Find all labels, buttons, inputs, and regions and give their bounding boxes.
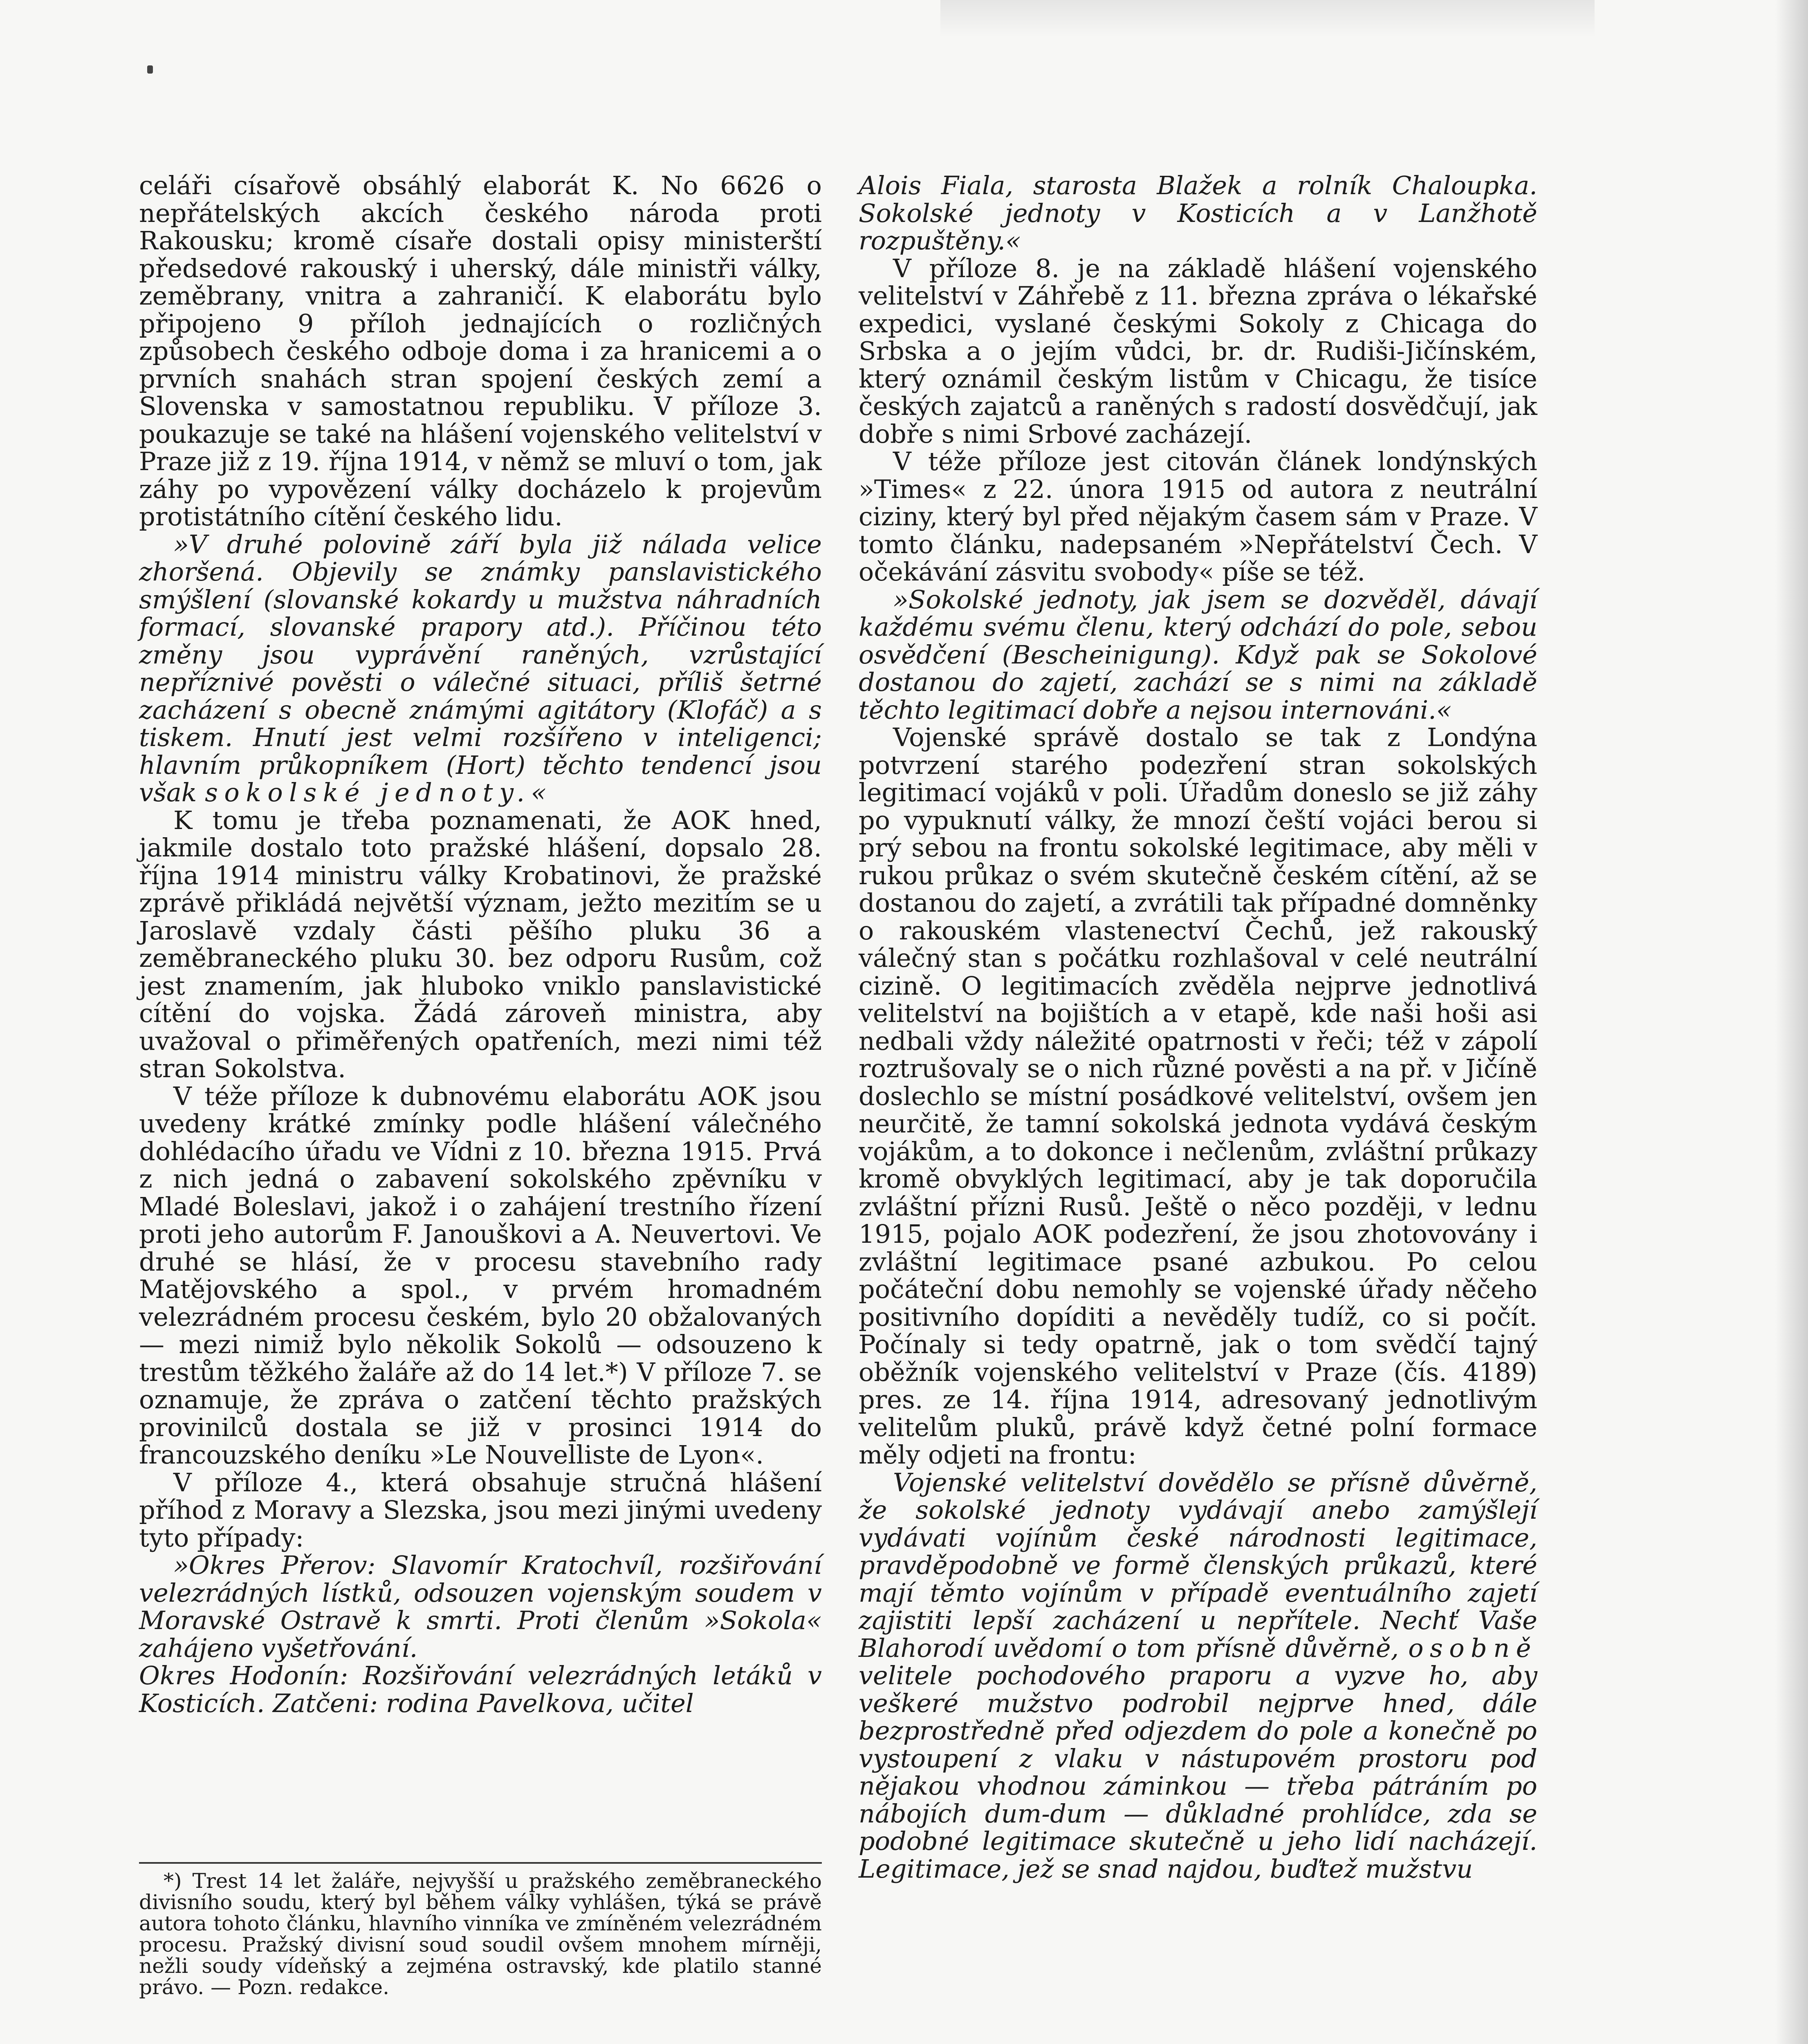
left-column [139,172,822,1717]
paragraph: V téže příloze k dubnovému elaborátu AOK jsou uvedeny krátké zmínky podle hlášení válečného dohlédacího úřadu ve Vídni z 10. března 1915. Prvá z nich jedná o zabavení sokolského zpěvníku v Mladé Boleslavi, jakož i o zahájení trestního řízení proti jeho autorům F. Janouškovi a A. Neuvertovi. Ve druhé se hlásí, že v procesu stavebního rady Matějovského a spol., v prvém hromadném velezrádném procesu českém, bylo 20 obžalovaných — mezi nimiž bylo několik Sokolů — odsouzeno k trestům těžkého žaláře až do 14 let.*) V příloze 7. se oznamuje, že zpráva o zatčení těchto pražských provinilců dostala se již v prosinci 1914 do francouzského deníku »Le Nouvelliste de Lyon«. [139,1081,822,1470]
scan-shadow-top [940,0,1595,37]
paragraph: Vojenské správě dostalo se tak z Londýna potvrzení starého podezření stran sokolských legitimací vojáků v poli. Úřadům doneslo se již záhy po vypuknutí války, že mnozí čeští vojáci berou si prý sebou na frontu sokolské legitimace, aby měli v rukou průkaz o svém skutečně českém cítění, až se dostanou do zajetí, a zvrátili tak případné domněnky o rakouském vlastenectví Čechů, jež rakouský válečný stan s počátku rozhlašoval v celé neutrální cizině. O legitimacích zvěděla nejprve jednotlivá velitelství na bojištích a v etapě, kde naši hoši asi nedbali vždy náležité opatrnosti v řeči; též v zápolí roztrušovaly se o nich různé pověsti a na př. v Jičíně doslechlo se místní posádkové velitelství, ovšem jen neurčitě, že tamní sokolská jednota vydává českým vojákům, a to dokonce i nečlenům, zvláštní průkazy kromě obvyklých legitimací, aby je tak doporučila zvláštní přízni Rusů. Ještě o něco později, v lednu 1915, pojalo AOK podezření, že jsou zhotovovány i zvláštní legitimace psané azbukou. Po celou počáteční dobu nemohly se vojenské úřady něčeho positivního dopíditi a nevěděly tudíž, co si počít. Počínaly si tedy opatrně, jak o tom svědčí tajný oběžník vojenského velitelství v Praze (čís. 4189) pres. ze 14. října 1914, adresovaný jednotlivým velitelům pluků, právě když četné polní formace měly odjeti na frontu: [859,722,1537,1470]
quote-paragraph: Alois Fiala, starosta Blažek a rolník Chaloupka. Sokolské jednoty v Kosticích a v Lanžhotě rozpuštěny.« [859,170,1537,256]
spaced-text: osobně [1408,1633,1537,1663]
quote-paragraph: Okres Hodonín: Rozšiřování velezrádných letáků v Kosticích. Zatčeni: rodina Pavelkova, učitel [139,1661,822,1718]
footnote-text: *) Trest 14 let žaláře, nejvyšší u pražského zeměbraneckého divisního soudu, který byl během války vyhlášen, týká se právě autora tohoto článku, hlavního vinníka ve zmíněném velezrádném procesu. Pražský divisní soud soudil ovšem mnohem mírněji, nežli soudy vídeňský a zejména ostravský, kde platilo stanné právo. — Pozn. redakce. [139,1869,822,1999]
paragraph: V téže příloze jest citován článek londýnských »Times« z 22. února 1915 od autora z neutrální ciziny, který byl před nějakým časem sám v Praze. V tomto článku, nadepsaném »Nepřátelství Čech. V očekávání zásvitu svobody« píše se též. [859,446,1537,587]
paragraph: celáři císařově obsáhlý elaborát K. No 6626 o nepřátelských akcích českého národa proti Rakousku; kromě císaře dostali opisy ministerští předsedové rakouský i uherský, dále ministři války, zeměbrany, vnitra a zahraničí. K elaborátu bylo připojeno 9 příloh jednajících o rozličných způsobech českého odboje doma i za hranicemi a o prvních snahách stran spojení českých zemí a Slovenska v samostatnou republiku. V příloze 3. poukazuje se také na hlášení vojenského velitelství v Praze již z 19. října 1914, v němž se mluví o tom, jak záhy po vypovězení války docházelo k projevům protistátního cítění českého lidu. [139,170,822,531]
quote-paragraph: »Sokolské jednoty, jak jsem se dozvěděl, dávají každému svému členu, který odchází do pole, sebou osvědčení (Bescheinigung). Když pak se Sokolové dostanou do zajetí, zachází se s nimi na základě těchto legitimací dobře a nejsou internováni.« [859,584,1537,725]
footnote [139,1862,822,1998]
paragraph: V příloze 8. je na základě hlášení vojenského velitelství v Záhřebě z 11. března zpráva o lékařské expedici, vyslané českými Sokoly z Chicaga do Srbska a o jejím vůdci, br. dr. Rudiši-Jičínském, který oznámil českým listům v Chicagu, že tisíce českých zajatců a raněných s radostí dosvědčují, jak dobře s nimi Srbové zacházejí. [859,253,1537,449]
quote-paragraph [859,1469,1537,1883]
scan-speck [147,65,153,74]
scan-shadow-right [1775,0,1808,2044]
right-column [859,172,1537,1883]
quote-text: »V druhé polovině září byla již nálada velice zhoršená. Objevily se známky panslavistického smýšlení (slovanské kokardy u mužstva náhradních formací, slovanské prapory atd.). Příčinou této změny jsou vyprávění raněných, vzrůstající nepříznivé pověsti o válečné situaci, příliš šetrné zacházení s obecně známými agitátory (Klofáč) a s tiskem. Hnutí jest velmi rozšířeno v inteligenci; hlavním průkopníkem (Hort) těchto tendencí jsou však [139,529,822,807]
paragraph: K tomu je třeba poznamenati, že AOK hned, jakmile dostalo toto pražské hlášení, dopsalo 28. října 1914 ministru války Krobatinovi, že pražské zprávě přikládá největší význam, ježto mezitím se u Jaroslavě vzdaly části pěšího pluku 36 a zeměbraneckého pluku 30. bez odporu Rusům, což jest znamením, jak hluboko vniklo panslavistické cítění do vojska. Žádá zároveň ministra, aby uvažoval o přiměřených opatřeních, mezi nimi též stran Sokolstva. [139,805,822,1083]
quote-paragraph: »Okres Přerov: Slavomír Kratochvíl, rozšiřování velezrádných lístků, odsouzen vojenským soudem v Moravské Ostravě k smrti. Proti členům »Sokola« zahájeno vyšetřování. [139,1550,822,1663]
spaced-text: sokolské jednoty.« [205,778,553,807]
paragraph: V příloze 4., která obsahuje stručná hlášení příhod z Moravy a Slezska, jsou mezi jinými uvedeny tyto případy: [139,1467,822,1553]
quote-text: Vojenské velitelství dovědělo se přísně důvěrně, že sokolské jednoty vydávají anebo zamýšlejí vydávati vojínům české národnosti legitimace, pravděpodobně ve formě členských průkazů, které mají těmto vojínům v případě eventuálního zajetí zajistiti lepší zacházení u nepřítele. Nechť Vaše Blahorodí uvědomí o tom přísně důvěrně, [859,1467,1537,1663]
quote-paragraph [139,531,822,807]
quote-text: velitele pochodového praporu a vyzve ho, aby veškeré mužstvo podrobil nejprve hned, dále bezprostředně před odjezdem do pole a konečně po vystoupení z vlaku v nástupovém prostoru pod nějakou vhodnou záminkou — třeba pátráním po nábojích dum-dum — důkladné prohlídce, zda se podobné legitimace skutečně u jeho lidí nacházejí. Legitimace, jež se snad najdou, buďtež mužstvu [859,1661,1537,1884]
